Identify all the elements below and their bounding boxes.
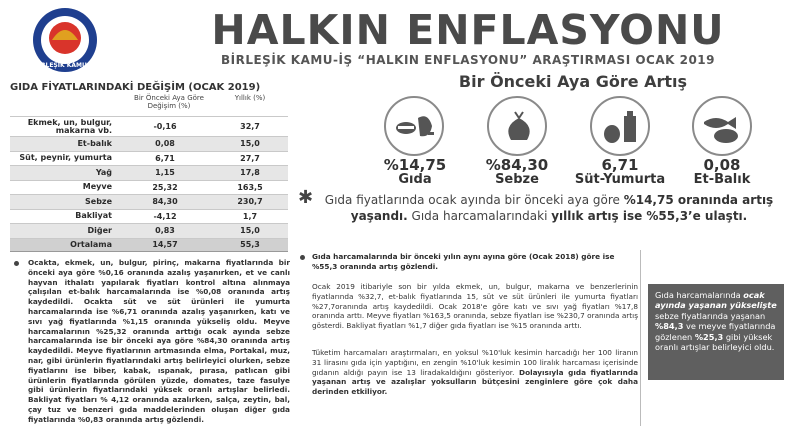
stat-value-milk-egg: 6,71	[601, 156, 639, 174]
text-column-middle-2	[312, 348, 638, 397]
row-label: Sebze	[85, 196, 112, 206]
birlesik-kamu-is-logo	[24, 6, 106, 76]
col-yearly-header: Yıllık (%)	[234, 94, 266, 102]
stat-value-food: %14,75	[383, 156, 447, 174]
col-monthly-header: Bir Önceki Aya Göre Değişim (%)	[134, 94, 204, 110]
row-yearly: 55,3	[240, 240, 260, 250]
row-yearly: 27,7	[240, 153, 260, 163]
note-text-2: Gıda harcamalarındaki	[407, 209, 552, 223]
left-column-text: Ocakta, ekmek, un, bulgur, pirinç, makarna fiyatlarında bir önceki aya göre %0,16 oranında azalış yaşanırken, et ve canlı hayvan ithalatı yapılarak fiyatları kontrol altına alınmaya çalışılan et-balık harcamalarında ise %0,08 oranında artış kaydedildi. Ocakta süt ve süt ürünleri ile yumurta harcamalarında ise %6,71 oranında azalış yaşanırken, katı ve sıvı yağ fiyatlarında %1,15 oranında yükseliş oldu. Meyve harcamalarının %25,32 oranında arttığı ocak ayında sebze harcamalarında ise bir önceki aya göre %84,30 oranında artış kaydedildi. Meyve fiyatlarının artmasında elma, Portakal, muz, nar, gibi ürünlerin fiyatlarındaki artış belirleyici olurken, sebze fiyatlarını ise biber, kabak, ıspanak, pırasa, patlıcan gibi ürünlerin fiyatlarında görülen yüzde, domates, taze fasulye gibi ürünlerin fiyatlarındaki yüksek oranlı artışlar belirledi. Bakliyat fiyatları % 4,12 oranında azalırken, salça, zeytin, bal, çay tuz ve benzeri gıda maddelerinden oluşan diğer gıda fiyatlarında %0,83 oranında artış gözlendi.	[28, 258, 290, 424]
table-row	[10, 116, 288, 136]
sidebar-text-2: sebze fiyatlarında yaşanan	[655, 310, 766, 321]
stat-label-milk-egg: Süt-Yumurta	[574, 172, 666, 187]
row-yearly: 17,8	[240, 168, 260, 178]
row-monthly: 0,83	[155, 226, 175, 236]
logo-text: BİRLEŞİK KAMU-İŞ	[34, 62, 96, 69]
sidebar-text-4: gibi yüksek oranlı artışlar belirleyici oldu.	[655, 331, 775, 353]
row-label: Et-balık	[77, 138, 112, 148]
table-row	[10, 223, 288, 238]
monthly-change-title: Bir Önceki Aya Göre Artış	[458, 72, 688, 91]
stat-value-vegetable: %84,30	[485, 156, 549, 174]
meat-fish-icon	[692, 96, 752, 156]
row-label: Yağ	[95, 167, 112, 177]
row-yearly: 230,7	[237, 197, 263, 207]
row-yearly: 15,0	[240, 139, 260, 149]
asterisk-icon: ✱	[298, 187, 314, 208]
row-yearly: 32,7	[240, 122, 260, 131]
row-monthly: 25,32	[152, 182, 178, 192]
table-row	[10, 151, 288, 166]
sidebar-text-3: ve meyve fiyatlarında gözlenen	[655, 321, 776, 342]
table-row	[10, 209, 288, 224]
note-bold-1: %14,75 oranında artış yaşandı.	[350, 193, 774, 223]
row-label: Meyve	[82, 182, 112, 192]
row-label: Süt, peynir, yumurta	[19, 153, 112, 163]
page-title: HALKIN ENFLASYONU	[211, 6, 725, 54]
yearly-heading-text: Gıda harcamalarında bir önceki yılın aynı ayına göre (Ocak 2018) göre ise %55,3 oranında artış gözlendi.	[312, 252, 615, 271]
vegetable-icon	[487, 96, 547, 156]
table-total-row	[10, 238, 288, 253]
bullet-icon	[14, 261, 19, 266]
row-monthly: 6,71	[155, 153, 175, 163]
table-row	[10, 136, 288, 151]
row-label: Bakliyat	[75, 211, 112, 221]
consumption-bold-text: Dolayısıyla gıda fiyatlarında yaşanan artış ve azalışlar yoksulların bütçesini zenginlere göre çok daha derinden etkiliyor.	[312, 367, 638, 397]
text-column-left	[28, 258, 290, 425]
food-icon	[384, 96, 444, 156]
stat-label-vegetable: Sebze	[495, 172, 539, 187]
row-monthly: -4,12	[153, 211, 177, 221]
note-bold-2: yıllık artış ise %55,3’e ulaştı.	[551, 209, 748, 223]
table-header	[10, 94, 288, 116]
milk-egg-icon	[590, 96, 650, 156]
table-row	[10, 194, 288, 209]
row-monthly: -0,16	[153, 122, 177, 131]
text-column-middle: Ocak 2019 itibariyle son bir yılda ekmek, un, bulgur, makarna ve benzerlerinin fiyatlarında %32,7, et-balık fiyatlarında 15, süt ve süt ürünleri ile yumurta fiyatları %27,7oranında artış kaydedildi. Ocak 2018'e göre katı ve sıvı yağ fiyatları %17,8 oranında arttı. Meyve fiyatları %163,5 oranında, sebze fiyatları ise %230,7 oranında artış gösterdi. Bakliyat fiyatları %1,7 diğer gıda fiyatları ise %15 oranında arttı.	[312, 282, 638, 331]
table-title: GIDA FİYATLARINDAKİ DEĞİŞİM (OCAK 2019)	[10, 82, 261, 93]
stat-label-food: Gıda	[398, 172, 432, 187]
sidebar-bold-2: %25,3	[694, 331, 724, 342]
yearly-heading	[312, 252, 638, 272]
row-monthly: 84,30	[152, 197, 178, 207]
sidebar-bold-1: %84,3	[655, 321, 684, 332]
row-label: Ortalama	[70, 239, 112, 249]
bullet-icon	[300, 255, 305, 260]
row-label: Diğer	[87, 225, 112, 235]
row-yearly: 15,0	[240, 226, 260, 236]
food-price-table	[10, 116, 288, 252]
highlight-note	[298, 187, 784, 224]
consumption-text: Tüketim harcamaları araştırmaları, en yoksul %10'luk kesimin harcadığı her 100 liranın 31 lirasını gıda için yaptığını, en zengin %10'luk kesimin 100 liralık harcaması içerisinde gıdanın aldığı payın ise 13 liradakaldığını gösteriyor.	[312, 348, 638, 377]
page-subtitle: BİRLEŞİK KAMU-İŞ “HALKIN ENFLASYONU” ARAŞTIRMASI OCAK 2019	[220, 53, 716, 67]
table-row	[10, 180, 288, 195]
row-yearly: 1,7	[242, 211, 258, 221]
row-label: Ekmek, un, bulgur, makarna vb.	[27, 117, 112, 135]
divider	[640, 250, 641, 426]
stat-value-meat-fish: 0,08	[703, 156, 741, 174]
stat-label-meat-fish: Et-Balık	[693, 172, 751, 187]
sidebar-callout	[648, 284, 784, 380]
row-monthly: 14,57	[152, 240, 178, 250]
note-text-1: Gıda fiyatlarında ocak ayında bir önceki aya göre	[324, 193, 624, 207]
row-monthly: 1,15	[155, 168, 175, 178]
sidebar-emphasis: ocak ayında yaşanan yükselişte	[655, 290, 777, 311]
row-monthly: 0,08	[155, 139, 175, 149]
row-yearly: 163,5	[237, 182, 263, 192]
sidebar-text-1: Gıda harcamalarında	[655, 290, 744, 300]
table-row	[10, 165, 288, 180]
